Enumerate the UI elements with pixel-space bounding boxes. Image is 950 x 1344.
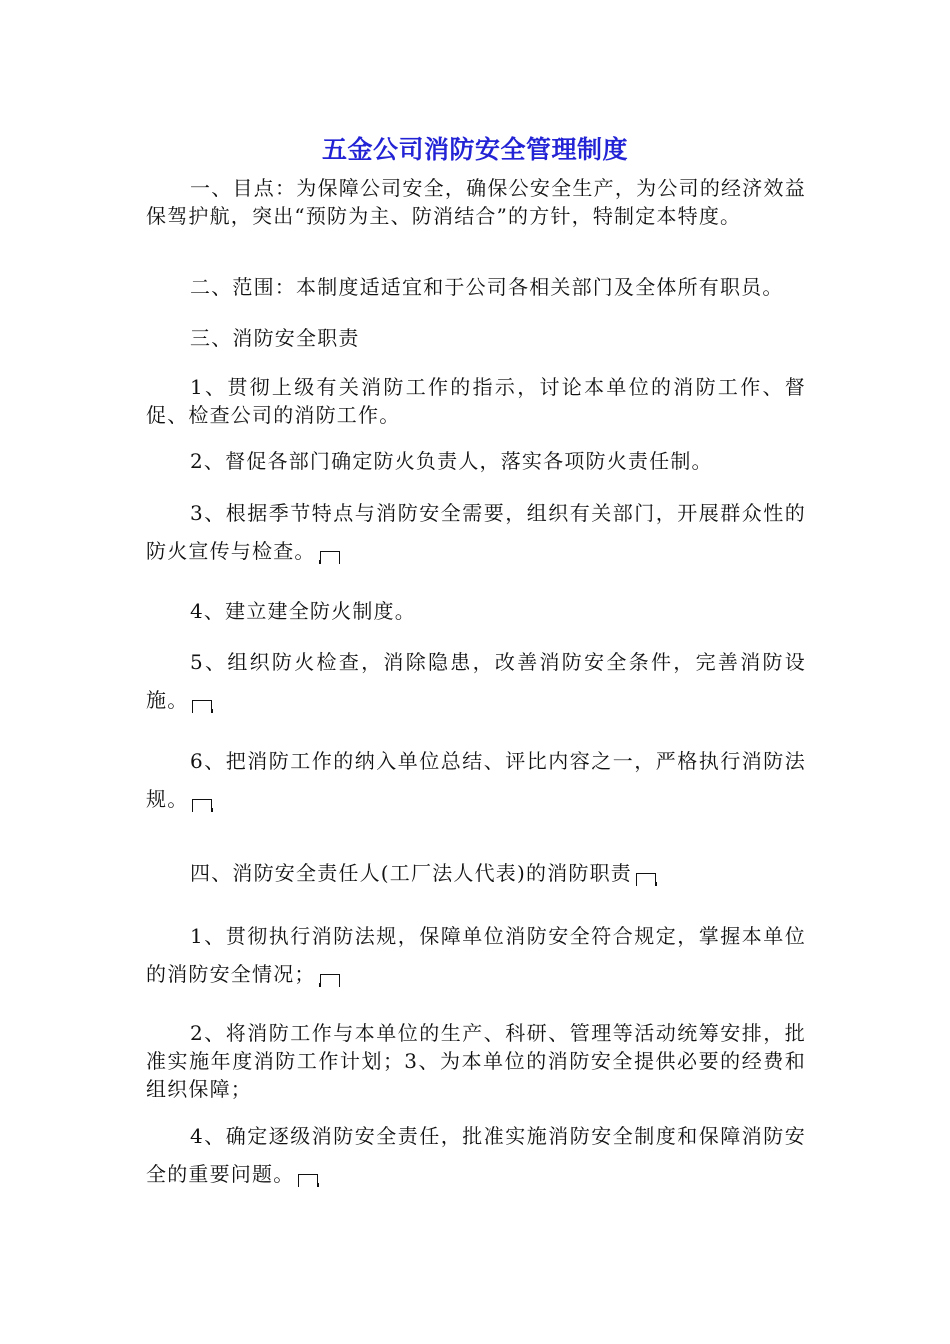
paragraph-duty-1: 1、贯彻执行消防法规，保障单位消防安全符合规定，掌握本单位的消防安全情况； [146,924,806,986]
paragraph-duty-4: 4、确定逐级消防安全责任，批准实施消防安全制度和保障消防安全的重要问题。 [146,1124,806,1186]
paragraph-item-6: 6、把消防工作的纳入单位总结、评比内容之一，严格执行消防法规。 [146,749,806,811]
section-heading-responsible-person: 四、消防安全责任人(工厂法人代表)的消防职责 [146,859,806,887]
paragraph-scope: 二、范围：本制度适适宜和于公司各相关部门及全体所有职员。 [190,275,784,299]
paragraph-duty-2-3: 2、将消防工作与本单位的生产、科研、管理等活动统筹安排，批准实施年度消防工作计划；3、为本单位的消防安全提供必要的经费和组织保障； [146,1021,806,1101]
bracket-mark-icon [320,974,340,983]
document-title: 五金公司消防安全管理制度 [321,135,628,164]
bracket-mark-icon [192,700,212,709]
paragraph-item-2: 2、督促各部门确定防火负责人，落实各项防火责任制。 [190,449,713,473]
bracket-mark-icon [298,1174,318,1183]
paragraph-item-3: 3、根据季节特点与消防安全需要，组织有关部门，开展群众性的防火宣传与检查。 [146,501,806,563]
bracket-mark-icon [320,551,340,560]
section-heading-responsibilities: 三、消防安全职责 [190,326,360,350]
paragraph-item-4: 4、建立建全防火制度。 [190,599,416,623]
bracket-mark-icon [192,799,212,808]
paragraph-purpose: 一、目点：为保障公司安全，确保公安全生产，为公司的经济效益保驾护航，突出“预防为主、防消结合”的方针，特制定本特度。 [146,176,806,228]
paragraph-item-1: 1、贯彻上级有关消防工作的指示，讨论本单位的消防工作、督促、检查公司的消防工作。 [146,375,806,427]
bracket-mark-icon [636,873,656,882]
paragraph-item-5: 5、组织防火检查，消除隐患，改善消防安全条件，完善消防设施。 [146,650,806,712]
